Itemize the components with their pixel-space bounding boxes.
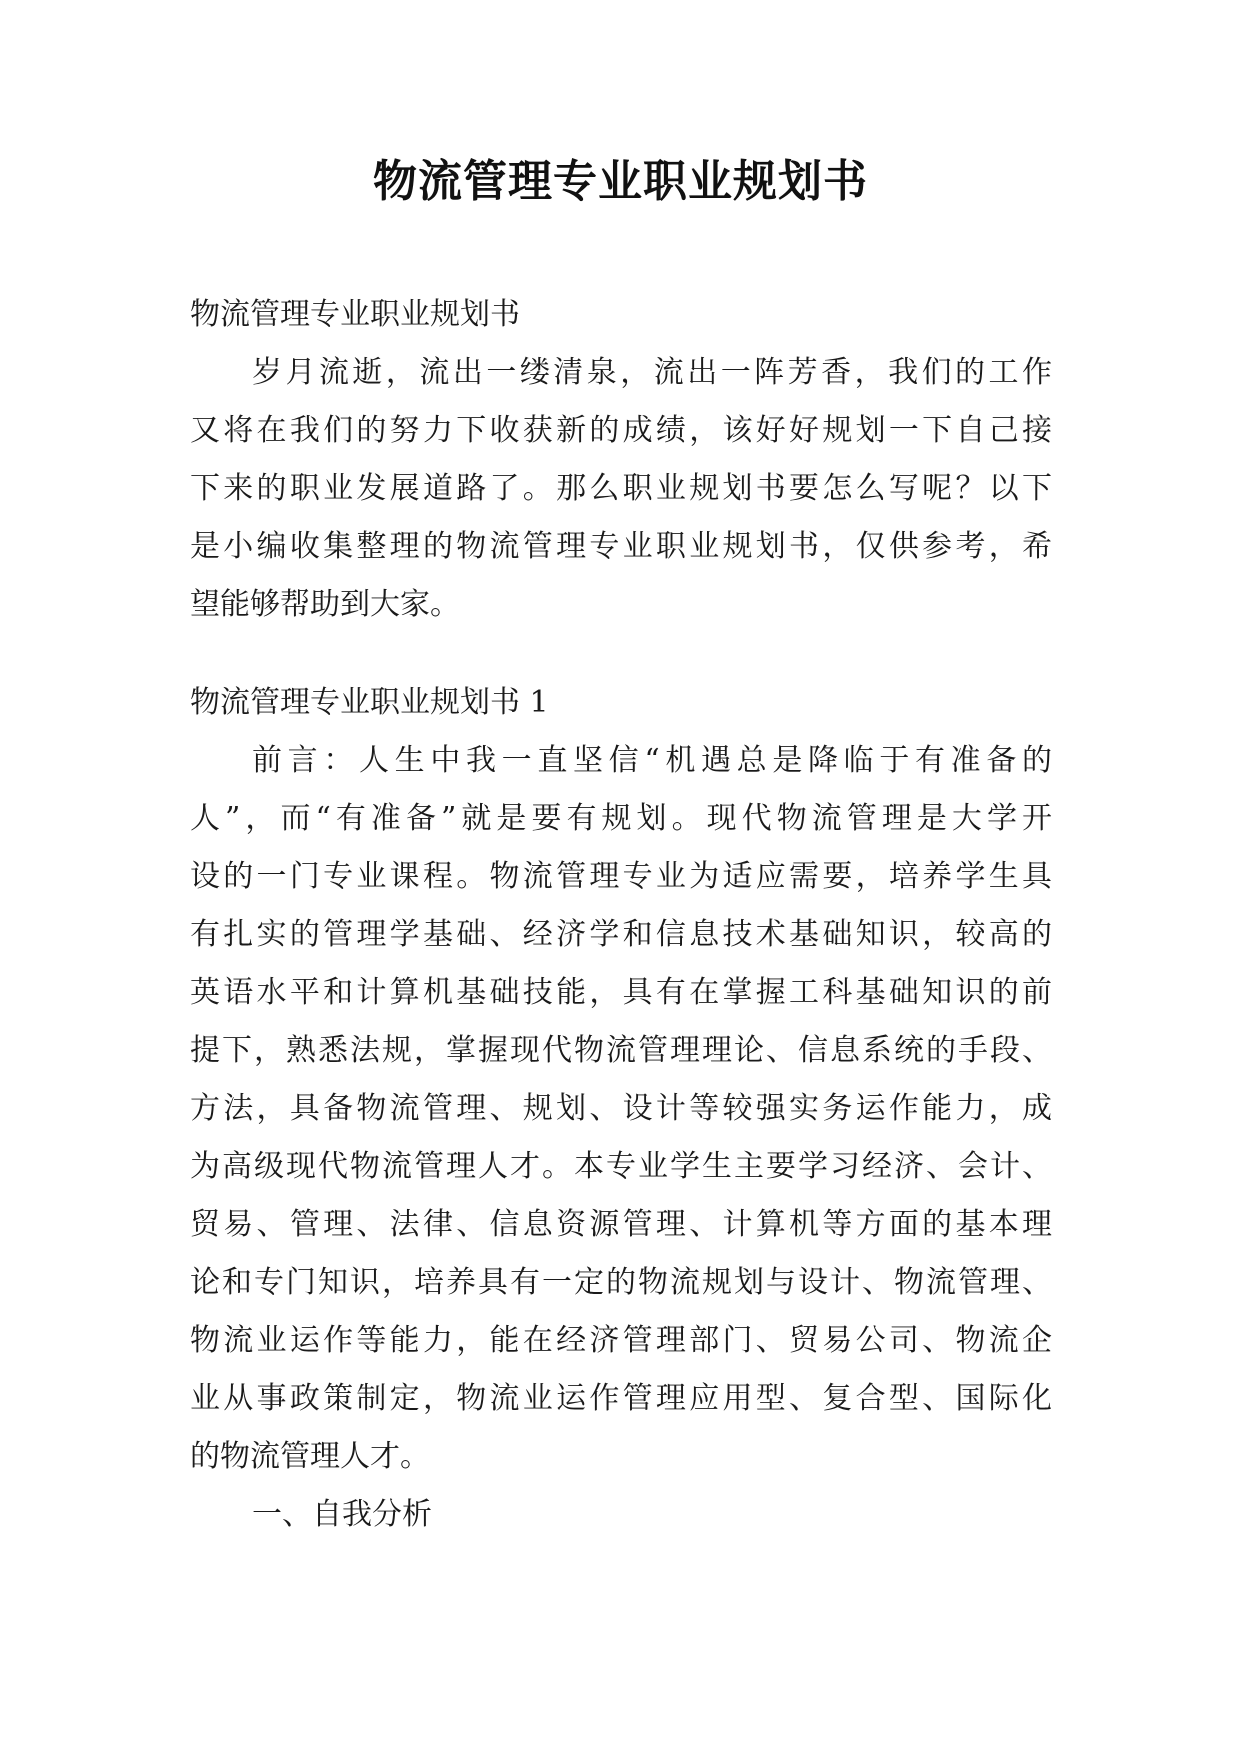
paragraph-line: 提下，熟悉法规，掌握现代物流管理理论、信息系统的手段、 <box>190 1033 1052 1068</box>
paragraph-line: 望能够帮助到大家。 <box>190 587 460 622</box>
paragraph-line: 前言：人生中我一直坚信“机遇总是降临于有准备的 <box>252 743 1052 778</box>
paragraph-line: 论和专门知识，培养具有一定的物流规划与设计、物流管理、 <box>190 1265 1052 1300</box>
paragraph-line: 人”，而“有准备”就是要有规划。现代物流管理是大学开 <box>190 801 1052 836</box>
paragraph-line: 的物流管理人才。 <box>190 1439 430 1474</box>
paragraph-line: 为高级现代物流管理人才。本专业学生主要学习经济、会计、 <box>190 1149 1052 1184</box>
intro-heading: 物流管理专业职业规划书 <box>190 297 520 332</box>
paragraph-line: 物流业运作等能力，能在经济管理部门、贸易公司、物流企 <box>190 1323 1052 1358</box>
paragraph-line: 英语水平和计算机基础技能，具有在掌握工科基础知识的前 <box>190 975 1052 1010</box>
paragraph-line: 方法，具备物流管理、规划、设计等较强实务运作能力，成 <box>190 1091 1052 1126</box>
paragraph-line: 业从事政策制定，物流业运作管理应用型、复合型、国际化 <box>190 1381 1052 1416</box>
paragraph-line: 又将在我们的努力下收获新的成绩，该好好规划一下自己接 <box>190 413 1052 448</box>
paragraph-spacer <box>190 634 1052 674</box>
document-title: 物流管理专业职业规划书 <box>373 156 868 207</box>
document-body <box>190 286 1052 1544</box>
paragraph-line: 贸易、管理、法律、信息资源管理、计算机等方面的基本理 <box>190 1207 1052 1242</box>
paragraph-line: 是小编收集整理的物流管理专业职业规划书，仅供参考，希 <box>190 529 1052 564</box>
paragraph-line: 设的一门专业课程。物流管理专业为适应需要，培养学生具 <box>190 859 1052 894</box>
paragraph-line: 下来的职业发展道路了。那么职业规划书要怎么写呢？以下 <box>190 471 1052 506</box>
intro-paragraph <box>190 344 1052 634</box>
preface-paragraph <box>190 732 1052 1486</box>
section-heading: 物流管理专业职业规划书 1 <box>190 685 549 720</box>
subheading: 一、自我分析 <box>252 1497 432 1532</box>
paragraph-line: 岁月流逝，流出一缕清泉，流出一阵芳香，我们的工作 <box>252 355 1052 390</box>
paragraph-line: 有扎实的管理学基础、经济学和信息技术基础知识，较高的 <box>190 917 1052 952</box>
